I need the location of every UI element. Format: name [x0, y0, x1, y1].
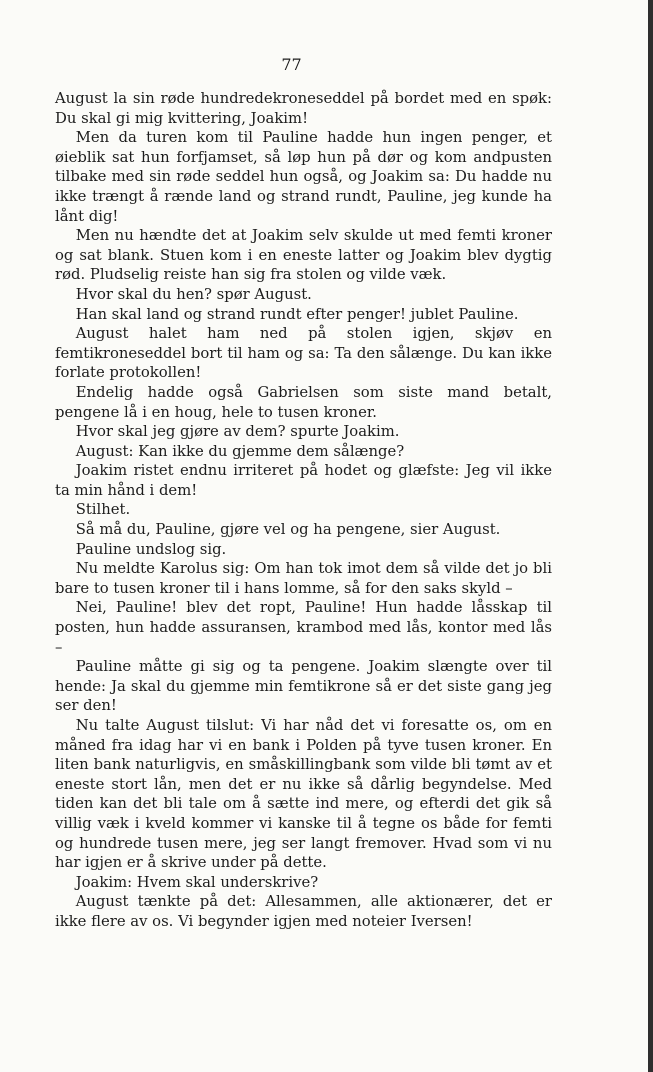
paragraph: August halet ham ned på stolen igjen, skjøv en femtikroneseddel bort til ham og sa: Ta den sålænge. Du kan ikke forlate protokollen! [55, 325, 552, 382]
paragraph: Nu talte August tilslut: Vi har nåd det vi foresatte os, om en måned fra idag har vi en bank i Polden på tyve tusen kroner. En liten bank naturligvis, en småskillingbank som vilde bli tømt av et eneste stort lån, men det er nu ikke så dårlig begyndelse. Med tiden kan det bli tale om å sætte ind mere, og efterdi det gik så villig væk i kveld kommer vi kanske til å tegne os både for femti og hundrede tusen mere, jeg ser langt fremover. Hvad som vi nu har igjen er å skrive under på dette. [55, 717, 552, 872]
paragraph: Endelig hadde også Gabrielsen som siste mand betalt, pengene lå i en houg, hele to tusen kroner. [55, 383, 552, 421]
paragraph: Stilhet. [75, 501, 131, 519]
page-number: 77 [281, 55, 302, 74]
paragraph: Joakim ristet endnu irriteret på hodet og glæfste: Jeg vil ikke ta min hånd i dem! [55, 462, 552, 499]
body-text [55, 89, 552, 932]
paragraph: Hvor skal jeg gjøre av dem? spurte Joakim. [75, 423, 400, 441]
paragraph: Så må du, Pauline, gjøre vel og ha pengene, sier August. [75, 521, 501, 539]
paragraph: August: Kan ikke du gjemme dem sålænge? [75, 442, 405, 460]
paragraph: Pauline måtte gi sig og ta pengene. Joakim slængte over til hende: Ja skal du gjemme min femtikrone så er det siste gang jeg ser den! [55, 658, 552, 715]
paragraph: August tænkte på det: Allesammen, alle aktionærer, det er ikke flere av os. Vi begynder igjen med noteier Iversen! [55, 893, 552, 930]
paragraph: Joakim: Hvem skal underskrive? [75, 873, 319, 891]
paragraph: Men nu hændte det at Joakim selv skulde ut med femti kroner og sat blank. Stuen kom i en eneste latter og Joakim blev dygtig rød. Pludselig reiste han sig fra stolen og vilde væk. [55, 227, 552, 284]
paragraph: Nei, Pauline! blev det ropt, Pauline! Hun hadde låsskap til posten, hun hadde assuransen, krambod med lås, kontor med lås – [55, 599, 552, 656]
paragraph: August la sin røde hundredekroneseddel på bordet med en spøk: Du skal gi mig kvittering, Joakim! [55, 90, 552, 127]
paragraph: Men da turen kom til Pauline hadde hun ingen penger, et øieblik sat hun forfjamset, så løp hun på dør og kom andpusten tilbake med sin røde seddel hun også, og Joakim sa: Du hadde nu ikke trængt å rænde land og strand rundt, Pauline, jeg kunde ha lånt dig! [55, 129, 552, 225]
paragraph: Hvor skal du hen? spør August. [75, 285, 312, 303]
paragraph: Nu meldte Karolus sig: Om han tok imot dem så vilde det jo bli bare to tusen kroner til i hans lomme, så for den saks skyld – [55, 560, 552, 597]
paragraph: Han skal land og strand rundt efter penger! jublet Pauline. [75, 305, 519, 323]
page-edge [648, 0, 653, 1072]
paragraph: Pauline undslog sig. [75, 540, 227, 558]
